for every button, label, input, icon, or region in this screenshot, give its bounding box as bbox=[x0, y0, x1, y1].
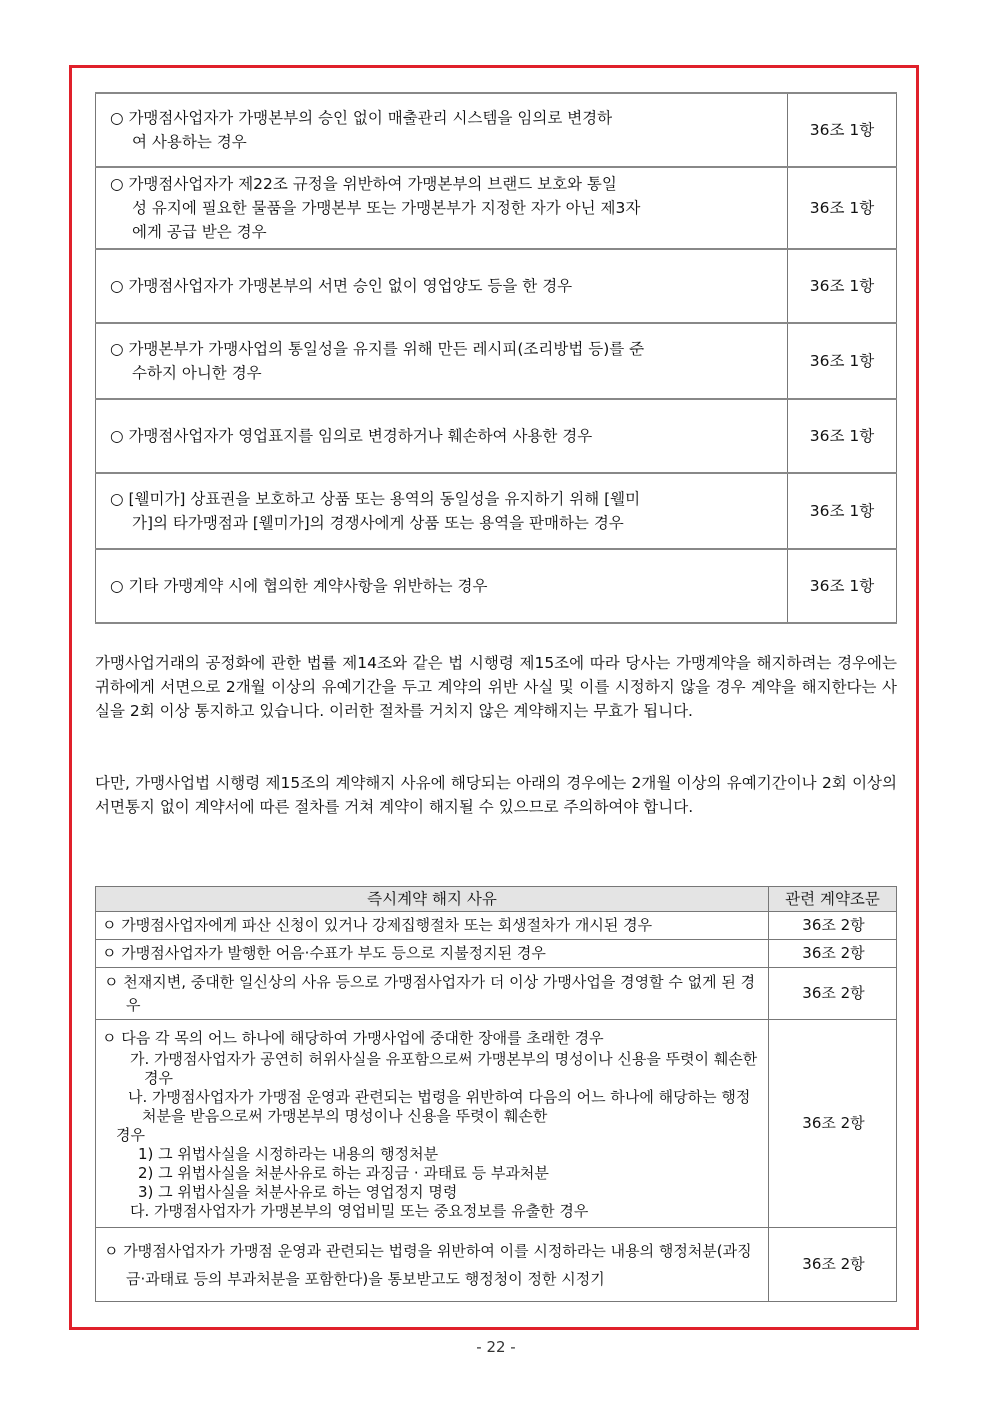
ref-cell: 36조 1항 bbox=[788, 549, 897, 623]
row-text: ○ 가맹본부가 가맹사업의 통일성을 유지를 위해 만든 레시피(조리방법 등)를 준 수하지 아니한 경우 bbox=[110, 340, 645, 382]
table-row bbox=[96, 93, 897, 167]
ref-cell: 36조 2항 bbox=[769, 968, 897, 1020]
sub-item-na-end: 경우 bbox=[116, 1125, 145, 1144]
table-row bbox=[96, 167, 897, 249]
sub-sub-item-1: 1) 그 위법사실을 시정하라는 내용의 행정처분 bbox=[138, 1144, 439, 1163]
table-row bbox=[96, 249, 897, 323]
reason-header: 즉시계약 해지 사유 bbox=[96, 887, 769, 912]
row-text: ○ 가맹점사업자가 가맹본부의 승인 없이 매출관리 시스템을 임의로 변경하 여 사용하는 경우 bbox=[110, 109, 613, 151]
immediate-termination-table bbox=[95, 886, 897, 1302]
sub-sub-item-2: 2) 그 위법사실을 처분사유로 하는 과징금 · 과태료 등 부과처분 bbox=[138, 1163, 549, 1182]
row-text: ○ 가맹점사업자가 제22조 규정을 위반하여 가맹본부의 브랜드 보호와 통일 성 유지에 필요한 물품을 가맹본부 또는 가맹본부가 지정한 자가 아닌 제3자 에게 공급 받은 경우 bbox=[110, 175, 641, 241]
table-header-row bbox=[96, 887, 897, 912]
sub-sub-item-3: 3) 그 위법사실을 처분사유로 하는 영업정지 명령 bbox=[138, 1182, 458, 1201]
ref-cell: 36조 1항 bbox=[788, 323, 897, 399]
table-row bbox=[96, 399, 897, 473]
immediate-termination-paragraph: 다만, 가맹사업법 시행령 제15조의 계약해지 사유에 해당되는 아래의 경우에는 2개월 이상의 유예기간이나 2회 이상의 서면통지 없이 계약서에 따른 절차를 거쳐 계약이 해지될 수 있으므로 주의하여야 합니다. bbox=[95, 774, 897, 816]
ref-cell: 36조 2항 bbox=[769, 1228, 897, 1302]
ref-cell: 36조 1항 bbox=[788, 167, 897, 249]
table-row bbox=[96, 912, 897, 940]
termination-notice-paragraph: 가맹사업거래의 공정화에 관한 법률 제14조와 같은 법 시행령 제15조에 따라 당사는 가맹계약을 해지하려는 경우에는 귀하에게 서면으로 2개월 이상의 유예기간을 두고 계약의 위반 사실 및 이를 시정하지 않을 경우 계약을 해지한다는 사실을 2회 이상 통지하고 있습니다. 이러한 절차를 거치지 않은 계약해지는 무효가 됩니다. bbox=[95, 654, 897, 720]
page-number: - 22 - bbox=[476, 1338, 516, 1356]
table-row bbox=[96, 1228, 897, 1302]
sub-item-ga: 가. 가맹점사업자가 공연히 허위사실을 유포함으로써 가맹본부의 명성이나 신용을 뚜렷이 훼손한 경우 bbox=[130, 1049, 758, 1087]
table-row bbox=[96, 1020, 897, 1228]
table-row bbox=[96, 940, 897, 968]
violation-table bbox=[95, 92, 897, 624]
ref-cell: 36조 2항 bbox=[769, 1020, 897, 1228]
reason-cell: ㅇ 가맹점사업자에게 파산 신청이 있거나 강제집행절차 또는 회생절차가 개시된 경우 bbox=[96, 912, 769, 940]
row-text: ○ 기타 가맹계약 시에 협의한 계약사항을 위반하는 경우 bbox=[110, 577, 488, 595]
table-row bbox=[96, 968, 897, 1020]
ref-cell: 36조 1항 bbox=[788, 93, 897, 167]
table-row bbox=[96, 549, 897, 623]
row-text: ○ 가맹점사업자가 가맹본부의 서면 승인 없이 영업양도 등을 한 경우 bbox=[110, 277, 573, 295]
ref-header: 관련 계약조문 bbox=[769, 887, 897, 912]
reason-cell: ㅇ 천재지변, 중대한 일신상의 사유 등으로 가맹점사업자가 더 이상 가맹사업을 경영할 수 없게 된 경우 bbox=[104, 972, 756, 1014]
reason-intro: ㅇ 다음 각 목의 어느 하나에 해당하여 가맹사업에 중대한 장애를 초래한 경우 bbox=[102, 1028, 604, 1047]
ref-cell: 36조 1항 bbox=[788, 249, 897, 323]
row-text: ○ [웰미가] 상표권을 보호하고 상품 또는 용역의 동일성을 유지하기 위해 [웰미 가]의 타가맹점과 [웰미가]의 경쟁사에게 상품 또는 용역을 판매하는 경우 bbox=[110, 490, 641, 532]
sub-item-na: 나. 가맹점사업자가 가맹점 운영과 관련되는 법령을 위반하여 다음의 어느 하나에 해당하는 행정처분을 받음으로써 가맹본부의 명성이나 신용을 뚜렷이 훼손한 bbox=[128, 1087, 751, 1125]
ref-cell: 36조 1항 bbox=[788, 473, 897, 549]
row-text: ○ 가맹점사업자가 영업표지를 임의로 변경하거나 훼손하여 사용한 경우 bbox=[110, 427, 593, 445]
reason-cell: ㅇ 가맹점사업자가 가맹점 운영과 관련되는 법령을 위반하여 이를 시정하라는 내용의 행정처분(과징금·과태료 등의 부과처분을 포함한다)을 통보받고도 행정청이 정한 시정기 bbox=[104, 1241, 752, 1288]
ref-cell: 36조 2항 bbox=[769, 912, 897, 940]
ref-cell: 36조 2항 bbox=[769, 940, 897, 968]
table-row bbox=[96, 323, 897, 399]
reason-cell: ㅇ 가맹점사업자가 발행한 어음·수표가 부도 등으로 지불정지된 경우 bbox=[96, 940, 769, 968]
sub-item-da: 다. 가맹점사업자가 가맹본부의 영업비밀 또는 중요정보를 유출한 경우 bbox=[130, 1201, 589, 1220]
table-row bbox=[96, 473, 897, 549]
ref-cell: 36조 1항 bbox=[788, 399, 897, 473]
